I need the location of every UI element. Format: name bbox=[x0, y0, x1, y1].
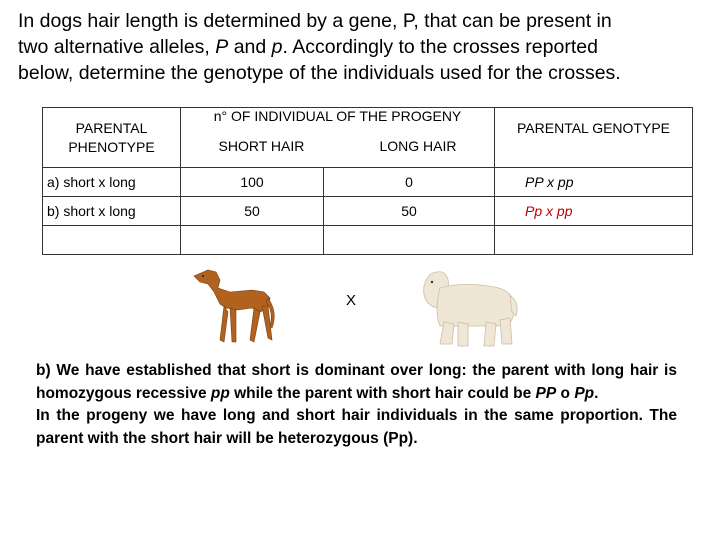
table-row bbox=[43, 168, 693, 197]
genotype-pp: pp bbox=[210, 384, 230, 402]
explanation-text-a: b) We have established that short is dominant over long: the parent with long hair is homozygous recessive bbox=[36, 362, 677, 402]
row-a-genotype: PP x pp bbox=[495, 168, 693, 197]
genotype-PP: PP bbox=[535, 384, 557, 402]
row-b-long: 50 bbox=[324, 197, 495, 226]
intro-line-1: In dogs hair length is determined by a gene, P, that can be present in bbox=[18, 10, 612, 32]
header-parental-phenotype: PARENTAL PHENOTYPE bbox=[43, 108, 181, 168]
short-hair-dog-image bbox=[190, 262, 280, 350]
intro-line-2-a: two alternative alleles, bbox=[18, 36, 216, 58]
row-a-phenotype: a) short x long bbox=[43, 168, 181, 197]
header-short-hair: SHORT HAIR bbox=[218, 137, 305, 154]
cross-table bbox=[42, 107, 693, 255]
header-long-hair: LONG HAIR bbox=[379, 137, 457, 154]
explanation-text-c: o bbox=[556, 384, 575, 402]
row-a-short: 100 bbox=[181, 168, 324, 197]
explanation bbox=[36, 360, 677, 450]
explanation-paragraph-2: In the progeny we have long and short hair individuals in the same proportion. The parent with the short hair will be heterozygous (Pp). bbox=[36, 407, 677, 447]
table-row bbox=[43, 197, 693, 226]
explanation-text-d: . bbox=[594, 384, 599, 402]
row-b-short: 50 bbox=[181, 197, 324, 226]
long-hair-dog-image bbox=[410, 266, 520, 348]
allele-P: P bbox=[215, 36, 229, 58]
intro-line-2 bbox=[18, 34, 708, 60]
header-progeny bbox=[181, 108, 495, 168]
table-row-empty bbox=[43, 226, 693, 255]
header-parental-genotype: PARENTAL GENOTYPE bbox=[495, 108, 693, 168]
explanation-paragraph-1 bbox=[36, 360, 677, 405]
row-a-long: 0 bbox=[324, 168, 495, 197]
row-b-phenotype: b) short x long bbox=[43, 197, 181, 226]
row-b-genotype: Pp x pp bbox=[495, 197, 693, 226]
intro-line-2-and: and bbox=[228, 36, 272, 58]
header-progeny-label: n° OF INDIVIDUAL OF THE PROGENY bbox=[213, 107, 462, 124]
intro-text bbox=[18, 8, 708, 86]
intro-line-3: below, determine the genotype of the individuals used for the crosses. bbox=[18, 62, 621, 84]
explanation-text-b: while the parent with short hair could be bbox=[229, 384, 536, 402]
genotype-Pp: Pp bbox=[574, 384, 595, 402]
intro-line-2-b: . Accordingly to the crosses reported bbox=[282, 36, 598, 58]
cross-symbol: X bbox=[346, 292, 357, 309]
table-header-row bbox=[43, 108, 693, 168]
allele-p: p bbox=[271, 36, 283, 58]
